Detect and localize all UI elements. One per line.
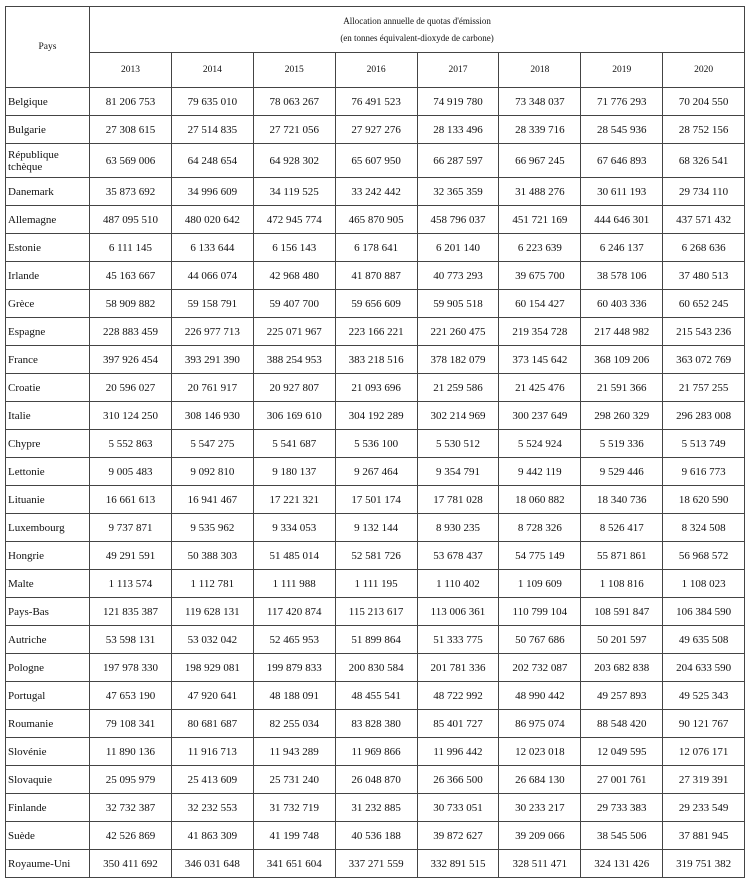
allocation-value-cell: 63 569 006 [90,144,172,178]
allocation-value-cell: 27 927 276 [335,116,417,144]
allocation-value-cell: 56 968 572 [663,542,745,570]
allocation-value-cell: 223 166 221 [335,318,417,346]
allocation-value-cell: 328 511 471 [499,850,581,878]
table-row [6,374,745,402]
allocation-value-cell: 66 287 597 [417,144,499,178]
column-header-year: 2020 [663,53,745,88]
table-row [6,458,745,486]
allocation-value-cell: 110 799 104 [499,598,581,626]
allocation-value-cell: 6 223 639 [499,234,581,262]
allocation-value-cell: 12 023 018 [499,738,581,766]
allocation-value-cell: 332 891 515 [417,850,499,878]
allocation-value-cell: 117 420 874 [253,598,335,626]
column-group-title [90,7,745,53]
column-header-year: 2017 [417,53,499,88]
allocation-value-cell: 64 248 654 [171,144,253,178]
table-header [6,7,745,88]
allocation-value-cell: 31 232 885 [335,794,417,822]
country-cell: Belgique [6,88,90,116]
table-row [6,290,745,318]
table-body [6,88,745,878]
allocation-value-cell: 40 536 188 [335,822,417,850]
country-cell: Slovénie [6,738,90,766]
allocation-value-cell: 202 732 087 [499,654,581,682]
allocation-value-cell: 60 154 427 [499,290,581,318]
allocation-value-cell: 20 761 917 [171,374,253,402]
allocation-value-cell: 217 448 982 [581,318,663,346]
allocation-value-cell: 1 109 609 [499,570,581,598]
table-row [6,710,745,738]
allocation-value-cell: 59 158 791 [171,290,253,318]
allocation-value-cell: 219 354 728 [499,318,581,346]
table-row [6,766,745,794]
emission-quota-table-container [5,6,744,878]
column-header-year: 2016 [335,53,417,88]
allocation-value-cell: 368 109 206 [581,346,663,374]
allocation-value-cell: 197 978 330 [90,654,172,682]
allocation-value-cell: 1 113 574 [90,570,172,598]
allocation-value-cell: 27 308 615 [90,116,172,144]
allocation-value-cell: 37 480 513 [663,262,745,290]
allocation-value-cell: 60 403 336 [581,290,663,318]
allocation-value-cell: 9 005 483 [90,458,172,486]
table-row [6,88,745,116]
emission-quota-table [5,6,745,878]
allocation-value-cell: 1 110 402 [417,570,499,598]
allocation-value-cell: 337 271 559 [335,850,417,878]
table-row [6,234,745,262]
allocation-value-cell: 32 732 387 [90,794,172,822]
allocation-value-cell: 86 975 074 [499,710,581,738]
allocation-value-cell: 16 661 613 [90,486,172,514]
allocation-value-cell: 451 721 169 [499,206,581,234]
allocation-value-cell: 200 830 584 [335,654,417,682]
allocation-value-cell: 26 366 500 [417,766,499,794]
country-cell: Luxembourg [6,514,90,542]
table-row [6,116,745,144]
allocation-value-cell: 458 796 037 [417,206,499,234]
allocation-value-cell: 66 967 245 [499,144,581,178]
allocation-value-cell: 49 635 508 [663,626,745,654]
allocation-value-cell: 41 870 887 [335,262,417,290]
country-cell: Allemagne [6,206,90,234]
allocation-value-cell: 310 124 250 [90,402,172,430]
table-row [6,318,745,346]
allocation-value-cell: 5 547 275 [171,430,253,458]
allocation-value-cell: 59 407 700 [253,290,335,318]
allocation-value-cell: 48 722 992 [417,682,499,710]
allocation-value-cell: 8 728 326 [499,514,581,542]
allocation-value-cell: 119 628 131 [171,598,253,626]
table-row [6,262,745,290]
allocation-value-cell: 67 646 893 [581,144,663,178]
allocation-value-cell: 51 899 864 [335,626,417,654]
allocation-value-cell: 199 879 833 [253,654,335,682]
allocation-value-cell: 1 108 816 [581,570,663,598]
allocation-value-cell: 198 929 081 [171,654,253,682]
column-header-year: 2019 [581,53,663,88]
allocation-value-cell: 49 291 591 [90,542,172,570]
allocation-value-cell: 88 548 420 [581,710,663,738]
allocation-value-cell: 35 873 692 [90,178,172,206]
allocation-value-cell: 8 526 417 [581,514,663,542]
allocation-value-cell: 437 571 432 [663,206,745,234]
allocation-value-cell: 29 233 549 [663,794,745,822]
allocation-value-cell: 74 919 780 [417,88,499,116]
allocation-value-cell: 29 734 110 [663,178,745,206]
allocation-value-cell: 28 339 716 [499,116,581,144]
allocation-value-cell: 50 201 597 [581,626,663,654]
allocation-value-cell: 11 996 442 [417,738,499,766]
allocation-value-cell: 11 916 713 [171,738,253,766]
allocation-value-cell: 6 156 143 [253,234,335,262]
allocation-value-cell: 444 646 301 [581,206,663,234]
allocation-value-cell: 38 545 506 [581,822,663,850]
allocation-value-cell: 341 651 604 [253,850,335,878]
country-cell: Irlande [6,262,90,290]
allocation-value-cell: 25 731 240 [253,766,335,794]
allocation-value-cell: 52 581 726 [335,542,417,570]
country-cell: République tchèque [6,144,90,178]
country-cell: Finlande [6,794,90,822]
allocation-value-cell: 39 675 700 [499,262,581,290]
allocation-value-cell: 39 209 066 [499,822,581,850]
allocation-value-cell: 54 775 149 [499,542,581,570]
allocation-value-cell: 49 525 343 [663,682,745,710]
country-cell: Autriche [6,626,90,654]
allocation-value-cell: 9 334 053 [253,514,335,542]
allocation-value-cell: 6 268 636 [663,234,745,262]
allocation-value-cell: 27 721 056 [253,116,335,144]
allocation-value-cell: 81 206 753 [90,88,172,116]
allocation-value-cell: 106 384 590 [663,598,745,626]
table-row [6,486,745,514]
allocation-value-cell: 20 596 027 [90,374,172,402]
allocation-value-cell: 1 111 195 [335,570,417,598]
allocation-value-cell: 49 257 893 [581,682,663,710]
allocation-value-cell: 18 620 590 [663,486,745,514]
allocation-value-cell: 65 607 950 [335,144,417,178]
allocation-value-cell: 20 927 807 [253,374,335,402]
allocation-value-cell: 201 781 336 [417,654,499,682]
allocation-value-cell: 6 111 145 [90,234,172,262]
allocation-value-cell: 31 732 719 [253,794,335,822]
allocation-value-cell: 28 133 496 [417,116,499,144]
allocation-value-cell: 51 333 775 [417,626,499,654]
allocation-value-cell: 17 781 028 [417,486,499,514]
allocation-value-cell: 42 968 480 [253,262,335,290]
allocation-value-cell: 21 093 696 [335,374,417,402]
allocation-value-cell: 55 871 861 [581,542,663,570]
allocation-value-cell: 53 598 131 [90,626,172,654]
table-row [6,430,745,458]
allocation-value-cell: 50 388 303 [171,542,253,570]
allocation-value-cell: 21 259 586 [417,374,499,402]
allocation-value-cell: 27 001 761 [581,766,663,794]
allocation-value-cell: 298 260 329 [581,402,663,430]
allocation-value-cell: 397 926 454 [90,346,172,374]
allocation-value-cell: 18 340 736 [581,486,663,514]
allocation-value-cell: 6 201 140 [417,234,499,262]
allocation-value-cell: 480 020 642 [171,206,253,234]
allocation-value-cell: 378 182 079 [417,346,499,374]
allocation-value-cell: 115 213 617 [335,598,417,626]
allocation-value-cell: 42 526 869 [90,822,172,850]
allocation-value-cell: 27 514 835 [171,116,253,144]
allocation-value-cell: 8 324 508 [663,514,745,542]
country-cell: Grèce [6,290,90,318]
allocation-value-cell: 383 218 516 [335,346,417,374]
allocation-value-cell: 71 776 293 [581,88,663,116]
allocation-value-cell: 350 411 692 [90,850,172,878]
allocation-value-cell: 12 076 171 [663,738,745,766]
allocation-value-cell: 80 681 687 [171,710,253,738]
allocation-value-cell: 215 543 236 [663,318,745,346]
allocation-value-cell: 50 767 686 [499,626,581,654]
allocation-value-cell: 388 254 953 [253,346,335,374]
country-cell: Suède [6,822,90,850]
allocation-value-cell: 39 872 627 [417,822,499,850]
table-row [6,850,745,878]
allocation-value-cell: 12 049 595 [581,738,663,766]
allocation-value-cell: 221 260 475 [417,318,499,346]
country-cell: Lettonie [6,458,90,486]
allocation-value-cell: 346 031 648 [171,850,253,878]
allocation-value-cell: 48 188 091 [253,682,335,710]
allocation-value-cell: 21 425 476 [499,374,581,402]
allocation-value-cell: 53 678 437 [417,542,499,570]
allocation-value-cell: 53 032 042 [171,626,253,654]
table-row [6,598,745,626]
country-cell: Estonie [6,234,90,262]
allocation-value-cell: 33 242 442 [335,178,417,206]
allocation-value-cell: 6 246 137 [581,234,663,262]
allocation-value-cell: 48 455 541 [335,682,417,710]
allocation-value-cell: 204 633 590 [663,654,745,682]
table-row [6,206,745,234]
country-cell: Royaume-Uni [6,850,90,878]
table-row [6,542,745,570]
allocation-value-cell: 1 111 988 [253,570,335,598]
table-row [6,626,745,654]
allocation-value-cell: 11 943 289 [253,738,335,766]
allocation-value-cell: 41 863 309 [171,822,253,850]
table-row [6,822,745,850]
allocation-value-cell: 79 635 010 [171,88,253,116]
allocation-value-cell: 5 541 687 [253,430,335,458]
allocation-value-cell: 21 591 366 [581,374,663,402]
allocation-value-cell: 79 108 341 [90,710,172,738]
country-cell: Pologne [6,654,90,682]
table-title-line1: Allocation annuelle de quotas d'émission [343,15,491,26]
allocation-value-cell: 9 535 962 [171,514,253,542]
allocation-value-cell: 203 682 838 [581,654,663,682]
allocation-value-cell: 47 653 190 [90,682,172,710]
allocation-value-cell: 9 616 773 [663,458,745,486]
allocation-value-cell: 30 611 193 [581,178,663,206]
header-row-title [6,7,745,53]
column-header-country: Pays [6,7,90,88]
allocation-value-cell: 37 881 945 [663,822,745,850]
allocation-value-cell: 31 488 276 [499,178,581,206]
allocation-value-cell: 18 060 882 [499,486,581,514]
table-row [6,346,745,374]
allocation-value-cell: 296 283 008 [663,402,745,430]
allocation-value-cell: 113 006 361 [417,598,499,626]
allocation-value-cell: 228 883 459 [90,318,172,346]
allocation-value-cell: 5 524 924 [499,430,581,458]
allocation-value-cell: 9 442 119 [499,458,581,486]
allocation-value-cell: 45 163 667 [90,262,172,290]
allocation-value-cell: 5 519 336 [581,430,663,458]
header-row-years [6,53,745,88]
allocation-value-cell: 1 108 023 [663,570,745,598]
column-header-year: 2014 [171,53,253,88]
allocation-value-cell: 9 132 144 [335,514,417,542]
allocation-value-cell: 38 578 106 [581,262,663,290]
allocation-value-cell: 59 905 518 [417,290,499,318]
country-cell: Malte [6,570,90,598]
country-cell: Hongrie [6,542,90,570]
allocation-value-cell: 68 326 541 [663,144,745,178]
allocation-value-cell: 108 591 847 [581,598,663,626]
country-cell: Croatie [6,374,90,402]
allocation-value-cell: 83 828 380 [335,710,417,738]
allocation-value-cell: 90 121 767 [663,710,745,738]
allocation-value-cell: 34 996 609 [171,178,253,206]
allocation-value-cell: 27 319 391 [663,766,745,794]
table-row [6,514,745,542]
column-header-year: 2013 [90,53,172,88]
table-row [6,738,745,766]
table-row [6,682,745,710]
column-header-year: 2018 [499,53,581,88]
allocation-value-cell: 487 095 510 [90,206,172,234]
allocation-value-cell: 64 928 302 [253,144,335,178]
country-cell: Lituanie [6,486,90,514]
allocation-value-cell: 6 133 644 [171,234,253,262]
allocation-value-cell: 28 545 936 [581,116,663,144]
allocation-value-cell: 51 485 014 [253,542,335,570]
allocation-value-cell: 6 178 641 [335,234,417,262]
allocation-value-cell: 9 354 791 [417,458,499,486]
allocation-value-cell: 11 969 866 [335,738,417,766]
allocation-value-cell: 30 733 051 [417,794,499,822]
country-cell: Pays-Bas [6,598,90,626]
allocation-value-cell: 300 237 649 [499,402,581,430]
country-cell: Chypre [6,430,90,458]
allocation-value-cell: 9 529 446 [581,458,663,486]
allocation-value-cell: 319 751 382 [663,850,745,878]
allocation-value-cell: 121 835 387 [90,598,172,626]
allocation-value-cell: 465 870 905 [335,206,417,234]
country-cell: Danemark [6,178,90,206]
allocation-value-cell: 9 092 810 [171,458,253,486]
allocation-value-cell: 48 990 442 [499,682,581,710]
allocation-value-cell: 9 180 137 [253,458,335,486]
allocation-value-cell: 8 930 235 [417,514,499,542]
allocation-value-cell: 82 255 034 [253,710,335,738]
allocation-value-cell: 76 491 523 [335,88,417,116]
allocation-value-cell: 225 071 967 [253,318,335,346]
allocation-value-cell: 306 169 610 [253,402,335,430]
country-cell: Italie [6,402,90,430]
allocation-value-cell: 30 233 217 [499,794,581,822]
allocation-value-cell: 17 221 321 [253,486,335,514]
allocation-value-cell: 308 146 930 [171,402,253,430]
allocation-value-cell: 85 401 727 [417,710,499,738]
allocation-value-cell: 41 199 748 [253,822,335,850]
country-cell: France [6,346,90,374]
table-row [6,178,745,206]
allocation-value-cell: 393 291 390 [171,346,253,374]
allocation-value-cell: 5 513 749 [663,430,745,458]
allocation-value-cell: 363 072 769 [663,346,745,374]
allocation-value-cell: 17 501 174 [335,486,417,514]
allocation-value-cell: 304 192 289 [335,402,417,430]
column-header-year: 2015 [253,53,335,88]
allocation-value-cell: 26 048 870 [335,766,417,794]
table-row [6,144,745,178]
allocation-value-cell: 58 909 882 [90,290,172,318]
allocation-value-cell: 9 737 871 [90,514,172,542]
country-cell: Roumanie [6,710,90,738]
country-cell: Portugal [6,682,90,710]
country-cell: Slovaquie [6,766,90,794]
allocation-value-cell: 5 530 512 [417,430,499,458]
allocation-value-cell: 44 066 074 [171,262,253,290]
allocation-value-cell: 25 413 609 [171,766,253,794]
table-row [6,794,745,822]
allocation-value-cell: 70 204 550 [663,88,745,116]
allocation-value-cell: 5 552 863 [90,430,172,458]
table-row [6,402,745,430]
allocation-value-cell: 29 733 383 [581,794,663,822]
allocation-value-cell: 5 536 100 [335,430,417,458]
allocation-value-cell: 40 773 293 [417,262,499,290]
allocation-value-cell: 9 267 464 [335,458,417,486]
allocation-value-cell: 52 465 953 [253,626,335,654]
allocation-value-cell: 28 752 156 [663,116,745,144]
allocation-value-cell: 34 119 525 [253,178,335,206]
table-row [6,570,745,598]
allocation-value-cell: 324 131 426 [581,850,663,878]
country-cell: Bulgarie [6,116,90,144]
allocation-value-cell: 26 684 130 [499,766,581,794]
table-row [6,654,745,682]
allocation-value-cell: 226 977 713 [171,318,253,346]
allocation-value-cell: 373 145 642 [499,346,581,374]
allocation-value-cell: 32 232 553 [171,794,253,822]
allocation-value-cell: 472 945 774 [253,206,335,234]
allocation-value-cell: 25 095 979 [90,766,172,794]
allocation-value-cell: 32 365 359 [417,178,499,206]
allocation-value-cell: 11 890 136 [90,738,172,766]
country-cell: Espagne [6,318,90,346]
allocation-value-cell: 60 652 245 [663,290,745,318]
allocation-value-cell: 47 920 641 [171,682,253,710]
allocation-value-cell: 59 656 609 [335,290,417,318]
allocation-value-cell: 302 214 969 [417,402,499,430]
table-title-line2: (en tonnes équivalent-dioxyde de carbone) [340,32,494,43]
allocation-value-cell: 21 757 255 [663,374,745,402]
allocation-value-cell: 16 941 467 [171,486,253,514]
allocation-value-cell: 73 348 037 [499,88,581,116]
allocation-value-cell: 78 063 267 [253,88,335,116]
allocation-value-cell: 1 112 781 [171,570,253,598]
